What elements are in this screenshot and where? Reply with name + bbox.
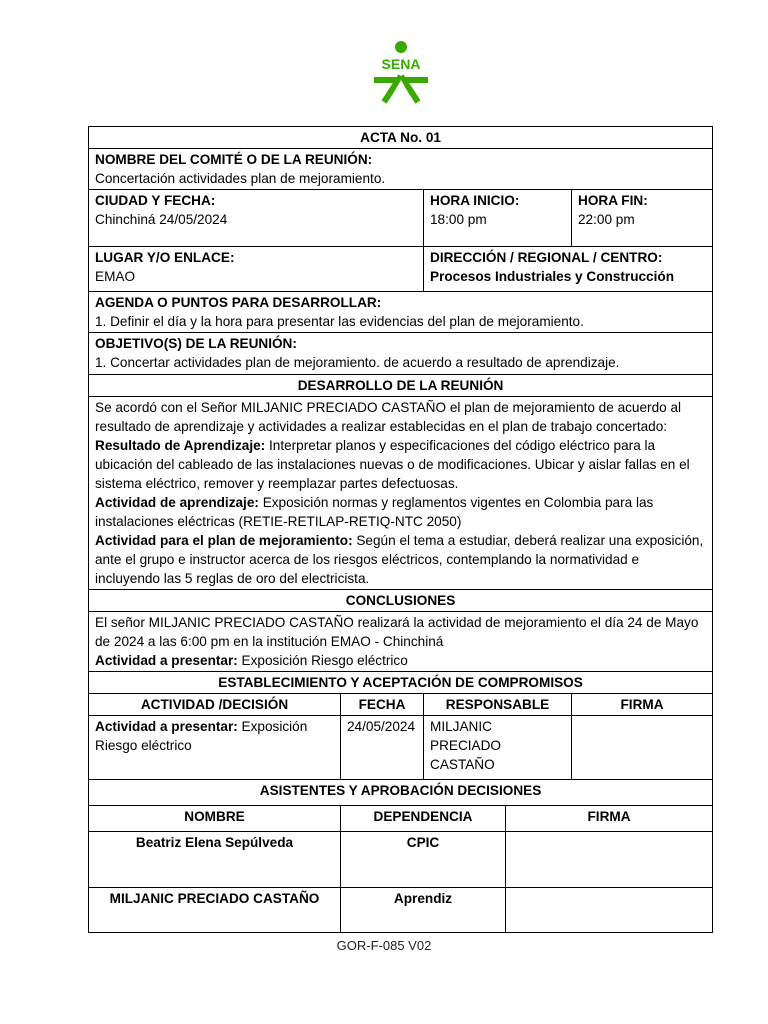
learning-activity-value: Exposición normas y reglamentos vigentes en Colombia para las instalaciones eléctricas (RETIE-RETILAP-RETIQ-NTC 2050) — [95, 495, 654, 529]
commit-date-cell: 24/05/2024 — [341, 716, 424, 780]
development-body — [89, 397, 713, 590]
conclusions-body — [89, 612, 713, 672]
end-time-value: 22:00 pm — [578, 212, 635, 227]
attendee-dependency: Aprendiz — [341, 888, 506, 933]
agenda-value: 1. Definir el día y la hora para presentar las evidencias del plan de mejoramiento. — [95, 314, 584, 329]
form-code: GOR-F-085 V02 — [336, 938, 432, 953]
place-cell — [89, 247, 424, 292]
commitments-title: ESTABLECIMIENTO Y ACEPTACIÓN DE COMPROMISOS — [89, 672, 713, 694]
svg-text:SENA: SENA — [381, 56, 421, 72]
start-time-label: HORA INICIO: — [430, 193, 520, 208]
attendee-header-dependency: DEPENDENCIA — [341, 806, 506, 832]
place-value: EMAO — [95, 269, 136, 284]
commit-signature-cell — [572, 716, 713, 780]
direction-label: DIRECCIÓN / REGIONAL / CENTRO: — [430, 250, 663, 265]
learning-result-label: Resultado de Aprendizaje: — [95, 438, 266, 453]
conclusions-activity-label: Actividad a presentar: — [95, 653, 238, 668]
attendees-title: ASISTENTES Y APROBACIÓN DECISIONES — [89, 780, 713, 806]
commit-activity-cell — [89, 716, 341, 780]
acta-title: ACTA No. 01 — [89, 127, 713, 149]
commit-header-responsible: RESPONSABLE — [424, 694, 572, 716]
improvement-plan-label: Actividad para el plan de mejoramiento: — [95, 533, 353, 548]
end-time-label: HORA FIN: — [578, 193, 648, 208]
city-cell — [89, 190, 424, 247]
attendee-name: Beatriz Elena Sepúlveda — [89, 832, 341, 888]
conclusions-activity — [95, 651, 706, 670]
improvement-plan-value: Según el tema a estudiar, deberá realizar una exposición, ante el grupo e instructor acerca de los riesgos eléctricos, contemplando la normatividad e incluyendo las 5 reglas de oro del electricista. — [95, 533, 704, 586]
commit-responsible-cell — [424, 716, 572, 780]
attendee-header-signature: FIRMA — [506, 806, 713, 832]
acta-table — [88, 126, 713, 933]
attendee-name: MILJANIC PRECIADO CASTAÑO — [89, 888, 341, 933]
committee-label: NOMBRE DEL COMITÉ O DE LA REUNIÓN: — [95, 152, 373, 167]
agenda-cell — [89, 292, 713, 333]
attendee-row — [89, 832, 713, 888]
development-title: DESARROLLO DE LA REUNIÓN — [89, 375, 713, 397]
agenda-label: AGENDA O PUNTOS PARA DESARROLLAR: — [95, 295, 382, 310]
commit-activity-value: Exposición Riesgo eléctrico — [95, 719, 308, 753]
learning-activity-label: Actividad de aprendizaje: — [95, 495, 259, 510]
development-intro: Se acordó con el Señor MILJANIC PRECIADO CASTAÑO el plan de mejoramiento de acuerdo al resultado de aprendizaje y actividades a realizar establecidas en el plan de trabajo concertado: — [95, 400, 682, 434]
city-value: Chinchiná 24/05/2024 — [95, 212, 228, 227]
commit-header-date: FECHA — [341, 694, 424, 716]
learning-result-value: Interpretar planos y especificaciones del código eléctrico para la ubicación del cableado de las instalaciones nuevas o de modificaciones. Ubicar y aislar fallas en el sistema eléctrico, remover y reemplazar partes defectuosas. — [95, 438, 690, 491]
direction-value: Procesos Industriales y Construcción — [430, 269, 675, 284]
attendee-header-name: NOMBRE — [89, 806, 341, 832]
start-time-value: 18:00 pm — [430, 212, 487, 227]
committee-cell — [89, 149, 713, 190]
conclusions-title: CONCLUSIONES — [89, 590, 713, 612]
direction-cell — [424, 247, 713, 292]
learning-result-paragraph — [95, 436, 706, 493]
conclusions-activity-value: Exposición Riesgo eléctrico — [237, 653, 408, 668]
conclusions-text: El señor MILJANIC PRECIADO CASTAÑO realizará la actividad de mejoramiento el día 24 de Mayo de 2024 a las 6:00 pm en la institución EMAO - Chinchiná — [95, 615, 699, 649]
city-label: CIUDAD Y FECHA: — [95, 193, 216, 208]
objective-cell — [89, 333, 713, 375]
sena-logo — [366, 40, 436, 106]
place-label: LUGAR Y/O ENLACE: — [95, 250, 235, 265]
learning-activity-paragraph — [95, 493, 706, 531]
commit-header-signature: FIRMA — [572, 694, 713, 716]
start-time-cell — [424, 190, 572, 247]
objective-value: 1. Concertar actividades plan de mejoramiento. de acuerdo a resultado de aprendizaje. — [95, 355, 620, 370]
improvement-plan-paragraph — [95, 531, 706, 588]
commit-responsible-value: MILJANIC PRECIADO CASTAÑO — [430, 719, 502, 772]
attendee-row — [89, 888, 713, 933]
end-time-cell — [572, 190, 713, 247]
attendee-signature — [506, 832, 713, 888]
commit-activity-label: Actividad a presentar: — [95, 719, 238, 734]
commit-header-activity: ACTIVIDAD /DECISIÓN — [89, 694, 341, 716]
committee-value: Concertación actividades plan de mejoramiento. — [95, 171, 386, 186]
attendee-dependency: CPIC — [341, 832, 506, 888]
attendee-signature — [506, 888, 713, 933]
objective-label: OBJETIVO(S) DE LA REUNIÓN: — [95, 336, 297, 351]
